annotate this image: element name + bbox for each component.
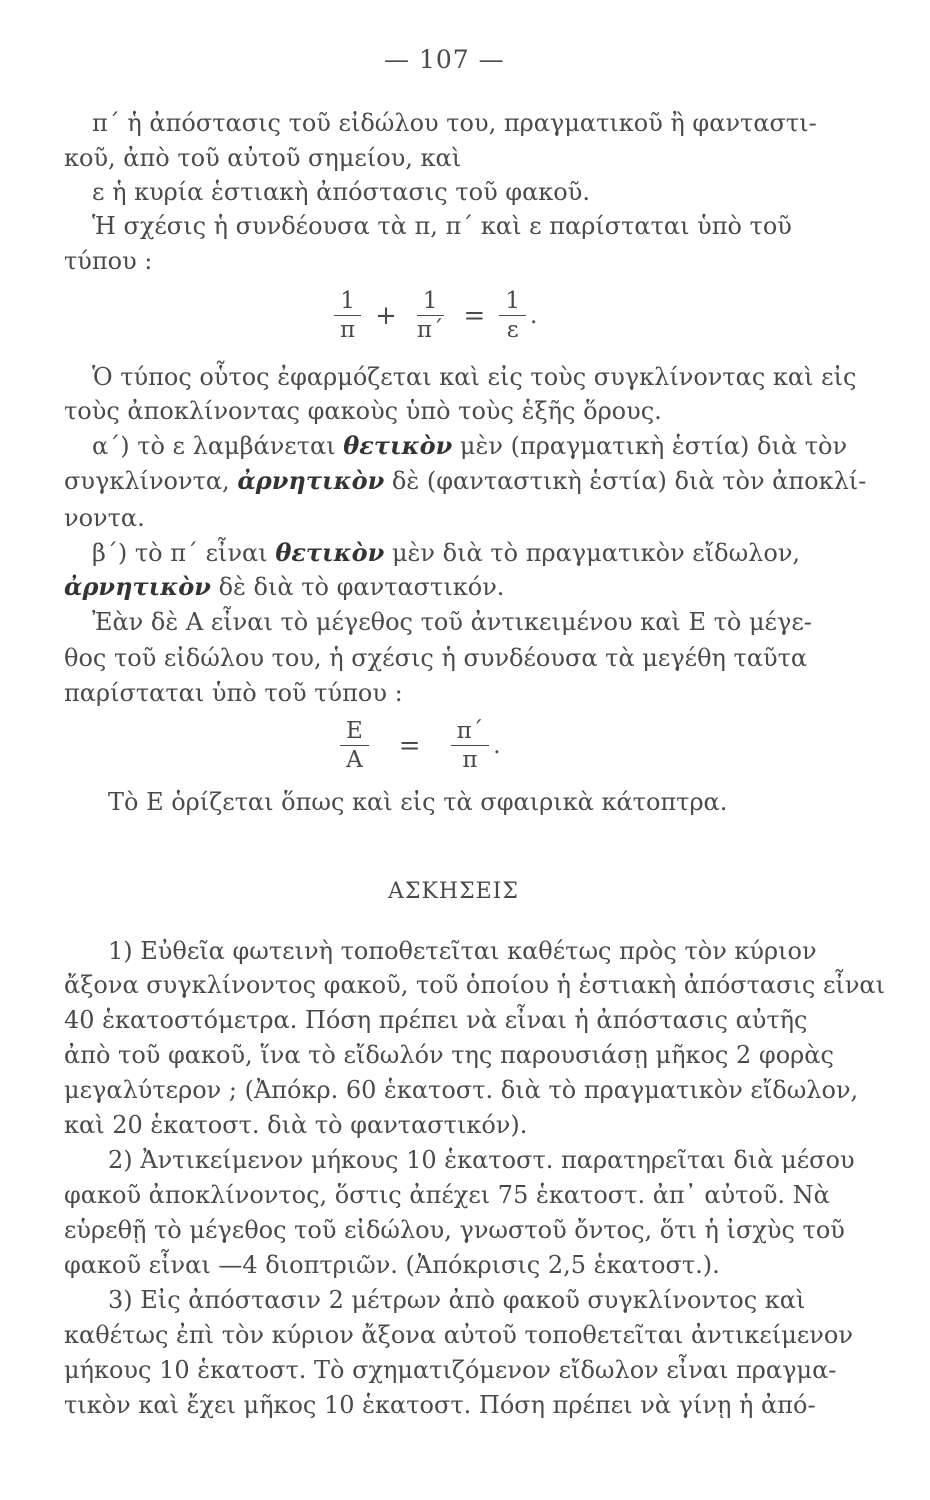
exercise-line: ἀπὸ τοῦ φακοῦ, ἵνα τὸ εἴδωλόν της παρουσιάσῃ μῆκος 2 φορὰς xyxy=(64,1041,834,1069)
text-span: δὲ (φανταστικὴ ἑστία) διὰ τὸν ἀποκλί- xyxy=(384,467,867,495)
text-line xyxy=(64,466,866,496)
exercise-line: φακοῦ ἀποκλίνοντος, ὅστις ἀπέχει 75 ἑκατοστ. ἀπ᾽ αὐτοῦ. Νὰ xyxy=(64,1181,830,1209)
numerator: π΄ xyxy=(451,718,490,746)
text-span: μὲν (πραγματικὴ ἑστία) διὰ τὸν xyxy=(452,432,848,460)
exercise-line: μεγαλύτερον ; (Ἀπόκρ. 60 ἑκατοστ. διὰ τὸ πραγματικὸν εἴδωλον, xyxy=(64,1076,859,1104)
page-number: — 107 — xyxy=(384,45,505,74)
lens-formula xyxy=(330,288,537,343)
emphasis-negative: ἀρνητικὸν xyxy=(237,466,385,495)
numerator: 1 xyxy=(499,288,526,316)
denominator: Α xyxy=(346,747,363,773)
text-line xyxy=(64,572,504,602)
exercise-line: 1) Εὐθεῖα φωτεινὴ τοποθετεῖται καθέτως πρὸς τὸν κύριον xyxy=(108,937,817,965)
exercise-line: 40 ἑκατοστόμετρα. Πόση πρέπει νὰ εἶναι ἡ ἀπόστασις αὐτῆς xyxy=(64,1006,808,1034)
equals-sign: = xyxy=(463,300,486,331)
text-line: νοντα. xyxy=(64,504,145,532)
text-line: Ἐὰν δὲ Α εἶναι τὸ μέγεθος τοῦ ἀντικειμένου καὶ Ε τὸ μέγε- xyxy=(92,608,812,636)
equals-sign: = xyxy=(398,730,421,761)
text-line: ε ἡ κυρία ἑστιακὴ ἀπόστασις τοῦ φακοῦ. xyxy=(92,178,590,206)
emphasis-positive: θετικὸν xyxy=(275,538,385,567)
text-line: Τὸ Ε ὁρίζεται ὅπως καὶ εἰς τὰ σφαιρικὰ κάτοπτρα. xyxy=(108,788,728,816)
text-line: θος τοῦ εἰδώλου του, ἡ σχέσις ἡ συνδέουσα τὰ μεγέθη ταῦτα xyxy=(64,644,808,672)
exercise-line: καὶ 20 ἑκατοστ. διὰ τὸ φανταστικόν). xyxy=(64,1111,528,1139)
fraction xyxy=(499,288,526,343)
text-span: β΄) τὸ π΄ εἶναι xyxy=(92,539,276,567)
numerator: 1 xyxy=(417,288,444,316)
fraction xyxy=(411,288,450,343)
numerator: 1 xyxy=(334,288,361,316)
fraction xyxy=(340,718,369,773)
exercise-line: φακοῦ εἶναι —4 διοπτριῶν. (Ἀπόκρισις 2,5 ἑκατοστ.). xyxy=(64,1251,720,1279)
exercise-line: ἄξονα συγκλίνοντος φακοῦ, τοῦ ὁποίου ἡ ἑστιακὴ ἀπόστασις εἶναι xyxy=(64,971,886,999)
fraction xyxy=(451,718,490,773)
text-line: παρίσταται ὑπὸ τοῦ τύπου : xyxy=(64,679,403,707)
exercise-line: 3) Εἰς ἀπόστασιν 2 μέτρων ἀπὸ φακοῦ συγκλίνοντος καὶ xyxy=(108,1286,806,1314)
text-line xyxy=(92,431,847,461)
denominator: π xyxy=(340,317,356,343)
text-line: Ἡ σχέσις ἡ συνδέουσα τὰ π, π΄ καὶ ε παρίσταται ὑπὸ τοῦ xyxy=(92,212,792,240)
exercise-line: εὑρεθῇ τὸ μέγεθος τοῦ εἰδώλου, γνωστοῦ ὄντος, ὅτι ἡ ἰσχὺς τοῦ xyxy=(64,1216,845,1244)
text-span: μὲν διὰ τὸ πραγματικὸν εἴδωλον, xyxy=(384,539,801,567)
text-line: Ὁ τύπος οὗτος ἐφαρμόζεται καὶ εἰς τοὺς συγκλίνοντας καὶ εἰς xyxy=(92,363,857,391)
denominator: π xyxy=(462,747,478,773)
emphasis-positive: θετικὸν xyxy=(343,431,453,460)
period: . xyxy=(493,732,501,759)
magnification-formula xyxy=(336,718,501,773)
text-span: συγκλίνοντα, xyxy=(64,467,238,495)
text-line: τοὺς ἀποκλίνοντας φακοὺς ὑπὸ τοὺς ἑξῆς ὅρους. xyxy=(64,397,662,425)
exercises-heading: ΑΣΚΗΣΕΙΣ xyxy=(388,879,519,904)
denominator: π΄ xyxy=(416,317,444,343)
period: . xyxy=(529,302,538,329)
emphasis-negative: ἀρνητικὸν xyxy=(64,572,211,601)
exercise-line: τικὸν καὶ ἔχει μῆκος 10 ἑκατοστ. Πόση πρέπει νὰ γίνῃ ἡ ἀπό- xyxy=(64,1391,816,1419)
text-line: τύπου : xyxy=(64,247,153,275)
text-line: π΄ ἡ ἀπόστασις τοῦ εἰδώλου του, πραγματικοῦ ἢ φανταστι- xyxy=(92,109,817,137)
fraction xyxy=(334,288,361,343)
text-span: α΄) τὸ ε λαμβάνεται xyxy=(92,432,344,460)
exercise-line: 2) Ἀντικείμενον μήκους 10 ἑκατοστ. παρατηρεῖται διὰ μέσου xyxy=(108,1146,855,1174)
exercise-line: καθέτως ἐπὶ τὸν κύριον ἄξονα αὐτοῦ τοποθετεῖται ἀντικείμενον xyxy=(64,1321,853,1349)
denominator: ε xyxy=(506,317,519,343)
numerator: Ε xyxy=(340,718,369,746)
text-span: δὲ διὰ τὸ φανταστικόν. xyxy=(210,573,505,601)
text-line: κοῦ, ἀπὸ τοῦ αὐτοῦ σημείου, καὶ xyxy=(64,144,462,172)
exercise-line: μήκους 10 ἑκατοστ. Τὸ σχηματιζόμενον εἴδωλον εἶναι πραγμα- xyxy=(64,1356,837,1384)
text-line xyxy=(92,538,800,568)
plus-sign: + xyxy=(375,300,397,331)
